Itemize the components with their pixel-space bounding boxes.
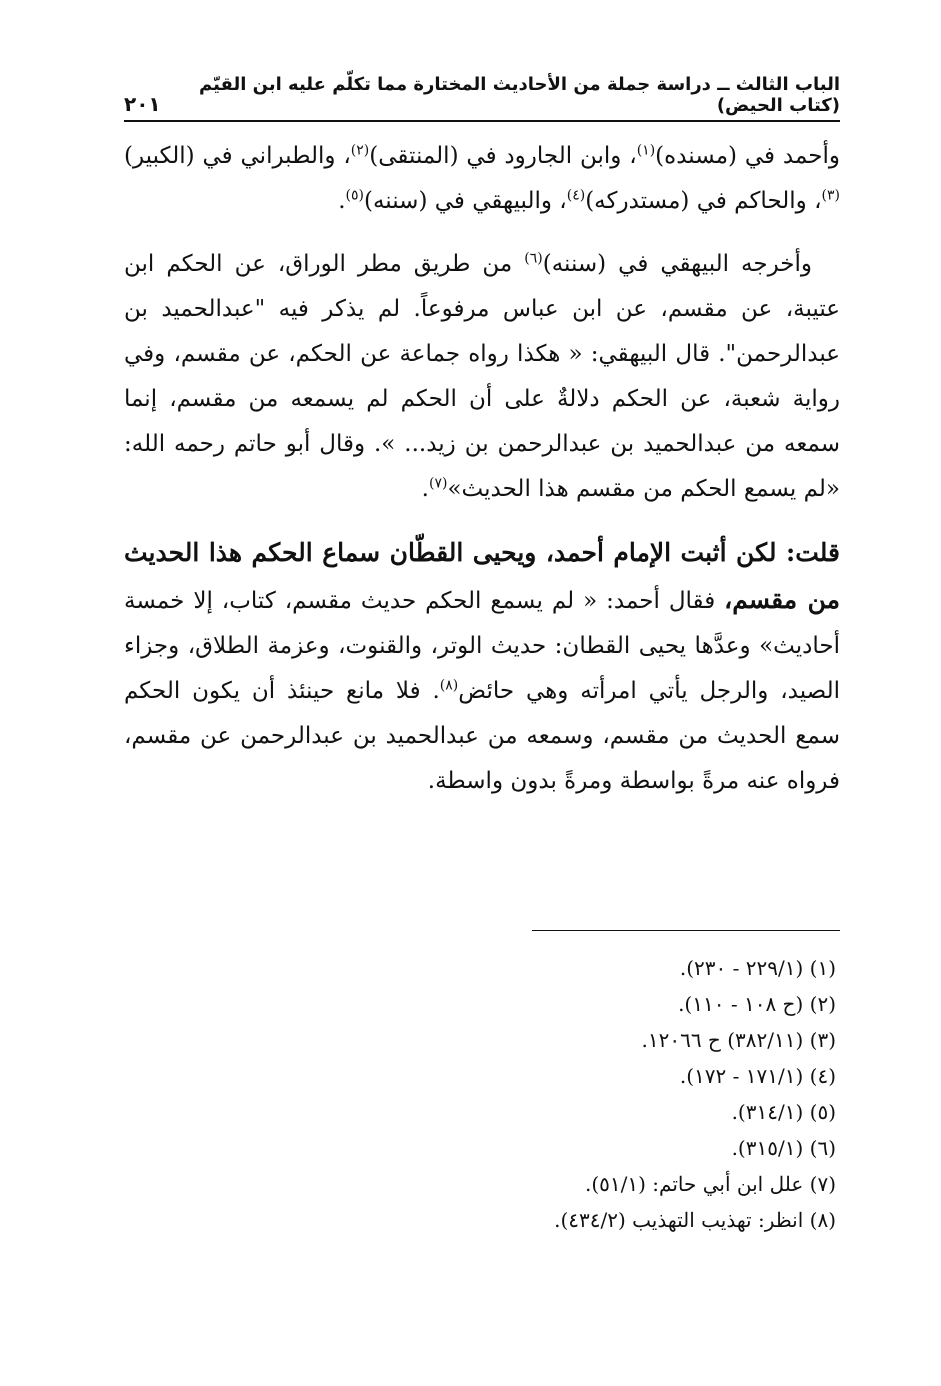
main-text [124,134,840,822]
text-run: وأحمد في (مسنده) [655,143,840,169]
footnote-ref: (٣) [821,187,840,204]
paragraph-1 [124,134,840,224]
footnote-separator [532,930,840,931]
page-number: ٢٠١ [124,92,161,116]
footnote: (٣) (٣٨٢/١١) ح ١٢٠٦٦. [641,1028,836,1052]
text-run: ، والطبراني في (الكبير) [124,143,351,169]
footnote-ref: (٥) [345,187,364,204]
footnote: (٢) (ح ١٠٨ - ١١٠). [678,992,836,1016]
footnote-ref: (٤) [566,187,586,204]
text-run: ، وابن الجارود في (المنتقى) [369,143,637,169]
footnote: (٨) انظر: تهذيب التهذيب (٤٣٤/٢). [554,1208,836,1232]
paragraph-2 [124,242,840,512]
footnote: (١) (٢٢٩/١ - ٢٣٠). [679,956,836,980]
text-run: . [338,188,346,214]
bold-lead-text: قلت: لكن أثبت الإمام أحمد، ويحيى القطّان سماع الحكم هذا الحديث من مقسم، [124,538,840,614]
running-title: الباب الثالث ــ دراسة جملة من الأحاديث المختارة مما تكلّم عليه ابن القيّم (كتاب الحيض) [199,74,840,116]
footnote: (٥) (٣١٤/١). [731,1100,836,1124]
text-run: ، والحاكم في (مستدركه) [585,188,822,214]
footnote: (٤) (١٧١/١ - ١٧٢). [679,1064,836,1088]
footnote-ref: (٢) [350,142,370,159]
text-run: ، والبيهقي في (سننه) [363,188,567,214]
paragraph-3 [124,530,840,804]
text-run: فقال أحمد: « لم يسمع الحكم حديث مقسم، كتاب، إلا خمسة أحاديث» وعدَّها يحيى القطان: حديث الوتر، والقنوت، وعزمة الطلاق، وجزاء الصيد، والرجل يأتي امرأته وهي حائض [124,588,840,704]
footnote-ref: (٧) [428,475,448,492]
page-header [124,74,840,122]
footnote: (٦) (٣١٥/١). [731,1136,836,1160]
text-run: من طريق مطر الوراق، عن الحكم ابن عتيبة، عن مقسم، عن ابن عباس مرفوعاً. لم يذكر فيه "عبدالحميد بن عبدالرحمن". قال البيهقي: « هكذا رواه جماعة عن الحكم، عن مقسم، وفي رواية شعبة، عن الحكم دلالةٌ على أن الحكم لم يسمعه من مقسم، إنما سمعه من عبدالحميد بن عبدالرحمن بن زيد... ». وقال أبو حاتم رحمه الله: «لم يسمع الحكم من مقسم هذا الحديث» [124,251,840,502]
footnote-ref: (١) [636,142,656,159]
text-run: وأخرجه البيهقي في (سننه) [542,251,813,277]
text-run: . [421,476,429,502]
footnote: (٧) علل ابن أبي حاتم: (٥١/١). [584,1172,836,1196]
footnotes [124,950,840,1238]
footnote-ref: (٦) [524,250,543,267]
footnote-ref: (٨) [439,677,459,694]
text-run: . فلا مانع حينئذ أن يكون الحكم سمع الحديث من مقسم، وسمعه من عبدالحميد بن عبدالرحمن عن مقسم، فرواه عنه مرةً بواسطة ومرةً بدون واسطة. [124,678,840,794]
